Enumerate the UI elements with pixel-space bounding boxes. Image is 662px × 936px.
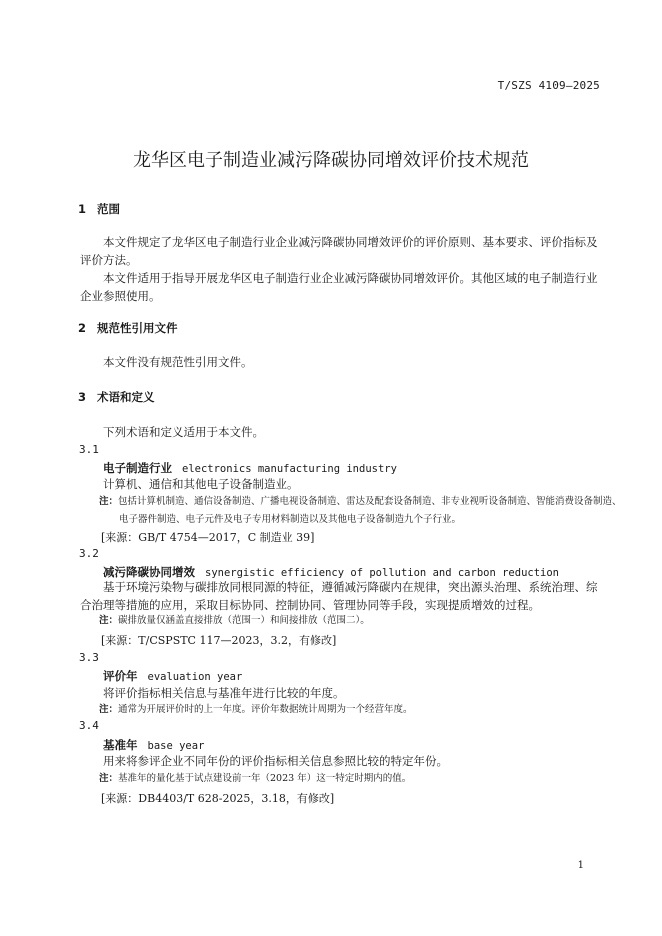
term-number: 3.1 <box>79 443 99 456</box>
note-text: 包括计算机制造、通信设备制造、广播电视设备制造、雷达及配套设备制造、非专业视听设备制造、智能消费设备制造、电子器件制造、电子元件及电子专用材料制造以及其他电子设备制造九个子行业。 <box>118 496 622 525</box>
term-note <box>99 701 622 719</box>
term-definition: 基于环境污染物与碳排放同根同源的特征，遵循减污降碳内在规律，突出源头治理、系统治理、综合治理等措施的应用，采取目标协同、控制协同、管理协同等手段，实现提质增效的过程。 <box>80 580 598 612</box>
section-number: 3 <box>78 390 87 404</box>
term-en: synergistic efficiency of pollution and carbon reduction <box>205 567 560 579</box>
term-note <box>99 493 622 529</box>
term-number: 3.3 <box>79 651 99 664</box>
section-title: 规范性引用文件 <box>97 321 178 335</box>
note-label: 注： <box>99 496 119 507</box>
document-code: T/SZS 4109—2025 <box>497 79 600 92</box>
section-heading-scope <box>78 201 120 217</box>
term-en: base year <box>147 740 205 752</box>
scope-paragraph-2: 本文件适用于指导开展龙华区电子制造行业企业减污降碳协同增效评价。其他区域的电子制造行业企业参照使用。 <box>80 271 598 303</box>
normative-paragraph: 本文件没有规范性引用文件。 <box>103 355 253 369</box>
term-en: electronics manufacturing industry <box>182 463 397 475</box>
term-source: [来源：DB4403/T 628-2025，3.18，有修改] <box>101 792 335 805</box>
terms-intro: 下列术语和定义适用于本文件。 <box>103 425 264 439</box>
section-number: 2 <box>78 321 87 335</box>
note-text: 通常为开展评价时的上一年度。评价年数据统计周期为一个经营年度。 <box>118 704 413 715</box>
term-number: 3.4 <box>79 719 99 732</box>
page-number: 1 <box>577 860 584 871</box>
term-en: evaluation year <box>147 671 243 683</box>
term-zh: 减污降碳协同增效 <box>103 565 195 579</box>
term-zh: 基准年 <box>103 738 138 752</box>
term-definition: 用来将参评企业不同年份的评价指标相关信息参照比较的特定年份。 <box>103 754 448 768</box>
term-zh: 电子制造行业 <box>103 461 172 475</box>
term-definition: 计算机、通信和其他电子设备制造业。 <box>103 477 299 491</box>
section-number: 1 <box>78 202 87 216</box>
section-heading-normative <box>78 320 178 336</box>
term-heading <box>103 737 204 753</box>
note-label: 注： <box>99 773 119 784</box>
term-heading <box>103 668 242 684</box>
note-label: 注： <box>99 615 119 626</box>
term-definition: 将评价指标相关信息与基准年进行比较的年度。 <box>103 686 345 700</box>
scope-paragraph-1: 本文件规定了龙华区电子制造行业企业减污降碳协同增效评价的评价原则、基本要求、评价指标及评价方法。 <box>80 235 598 267</box>
section-title: 术语和定义 <box>97 390 155 404</box>
section-heading-terms <box>78 389 155 405</box>
term-zh: 评价年 <box>103 669 138 683</box>
term-heading <box>103 460 397 476</box>
document-title: 龙华区电子制造业减污降碳协同增效评价技术规范 <box>133 150 529 171</box>
term-number: 3.2 <box>79 547 99 560</box>
section-title: 范围 <box>97 202 120 216</box>
note-text: 碳排放量仅涵盖直接排放（范围一）和间接排放（范围二）。 <box>118 615 370 626</box>
term-note <box>99 770 622 788</box>
term-note <box>99 612 622 630</box>
term-source: [来源：T/CSPSTC 117—2023，3.2，有修改] <box>101 634 337 647</box>
note-label: 注： <box>99 704 119 715</box>
term-source: [来源：GB/T 4754—2017，C 制造业 39] <box>101 531 315 544</box>
note-text: 基准年的量化基于试点建设前一年（2023 年）这一特定时期内的值。 <box>118 773 412 784</box>
